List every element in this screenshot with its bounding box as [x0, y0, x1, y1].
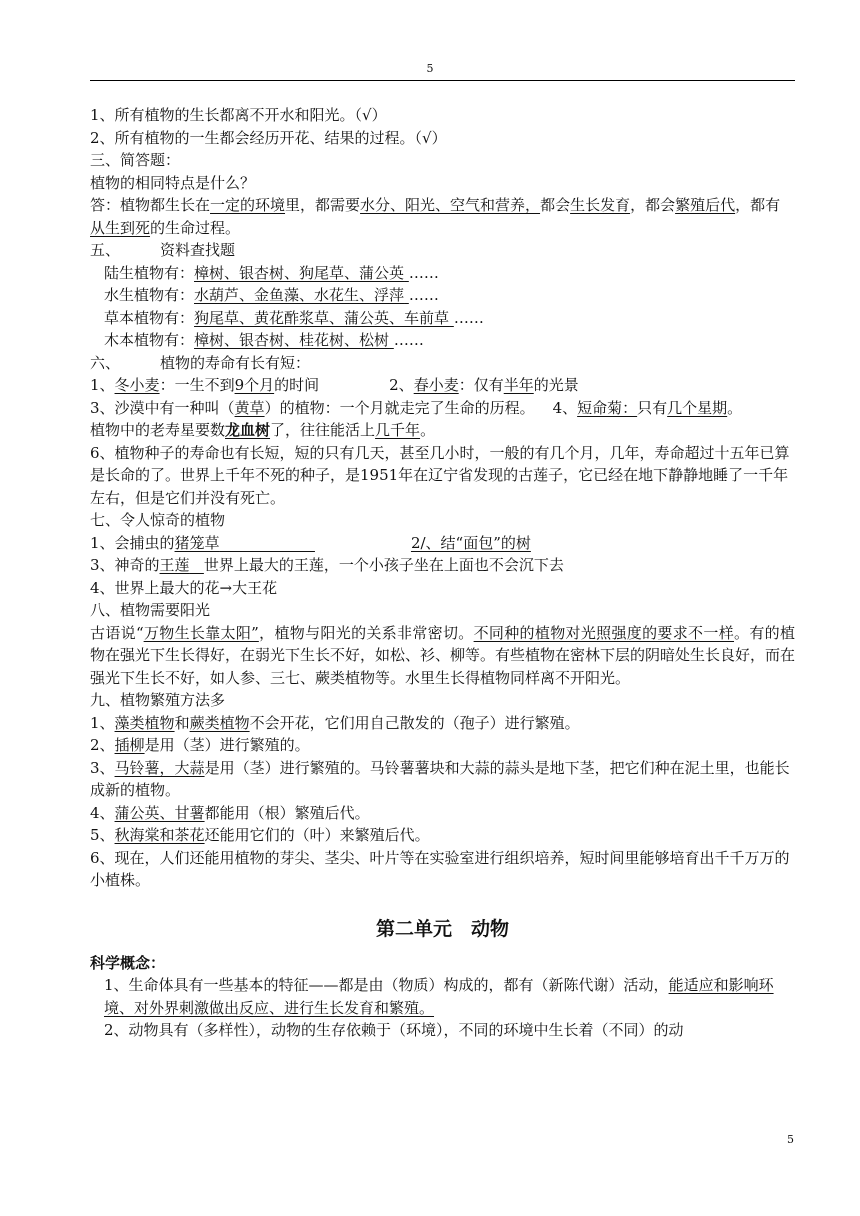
- question: 植物的相同特点是什么？: [90, 173, 256, 192]
- reproduction-line-2: 2、插柳是用（茎）进行繁殖的。: [90, 736, 310, 754]
- reproduction-line-3: 3、马铃薯，大蒜是用（茎）进行繁殖的。马铃薯薯块和大蒜的蒜头是地下茎，把它们种在泥土里，也能长成新的植物。: [90, 758, 790, 799]
- reproduction-line-5: 5、秋海棠和茶花还能用它们的（叶）来繁殖后代。: [90, 826, 430, 844]
- header-page-number: 5: [426, 62, 434, 75]
- section-7-heading: 七、令人惊奇的植物: [90, 511, 226, 529]
- reproduction-line-6: 6、现在，人们还能用植物的芽尖、茎尖、叶片等在实验室进行组织培养，短时间里能够培育出千千万万的小植株。: [90, 848, 790, 889]
- footer-page-number: 5: [787, 1133, 794, 1146]
- lifespan-line-3: 3、沙漠中有一种叫（黄草）的植物：一个月就走完了生命的历程。 4、短命菊：只有几个星期。: [90, 398, 743, 417]
- tf-item-1: 1、所有植物的生长都离不开水和阳光。（√）: [90, 106, 387, 124]
- section-9-heading: 九、植物繁殖方法多: [90, 691, 226, 709]
- land-plants-line: 陆生植物有：樟树、银杏树、狗尾草、蒲公英 ……: [104, 263, 439, 282]
- herb-plants-line: 草本植物有：狗尾草、黄花酢浆草、蒲公英、车前草 ……: [104, 308, 484, 327]
- woody-plants-line: 木本植物有：樟树、银杏树、桂花树、松树 ……: [104, 331, 424, 349]
- tf-item-2: 2、所有植物的一生都会经历开花、结果的过程。（√）: [90, 128, 447, 147]
- longevity-line: 植物中的老寿星要数龙血树了，往往能活上几千年。: [90, 421, 436, 439]
- seed-lifespan-paragraph: 6、植物种子的寿命也有长短，短的只有几天，甚至几小时，一般的有几个月，几年，寿命超过十五年已算是长命的了。世界上千年不死的种子，是1951年在辽宁省发现的古莲子，它已经在地下静静地睡了一千年左右，但是它们并没有死亡。: [90, 443, 790, 507]
- section-5-heading: 五、 资料查找题: [90, 241, 236, 259]
- section-3-heading: 三、简答题：: [90, 151, 181, 169]
- amazing-plants-line-4: 4、世界上最大的花→大王花: [90, 578, 278, 597]
- section-6-heading: 六、 植物的寿命有长有短：: [90, 353, 311, 372]
- concept-item-1: 1、生命体具有一些基本的特征——都是由（物质）构成的，都有（新陈代谢）活动，能适应和影响环境、对外界刺激做出反应、进行生长发育和繁殖。: [104, 976, 774, 1017]
- header-rule: [90, 80, 795, 81]
- amazing-plants-line-3: 3、神奇的王莲 世界上最大的王莲，一个小孩子坐在上面也不会沉下去: [90, 556, 564, 574]
- water-plants-line: 水生植物有：水葫芦、金鱼藻、水花生、浮萍 ……: [104, 286, 439, 304]
- lifespan-line-1: 1、冬小麦：一生不到9个月的时间 2、春小麦：仅有半年的光景: [90, 376, 579, 394]
- reproduction-line-1: 1、藻类植物和蕨类植物不会开花，它们用自己散发的（孢子）进行繁殖。: [90, 713, 580, 732]
- reproduction-line-4: 4、蒲公英、甘薯都能用（根）繁殖后代。: [90, 803, 370, 822]
- concept-label: 科学概念：: [90, 953, 166, 972]
- amazing-plants-line-1: 1、会捕虫的猪笼草 2/、结“面包”的树: [90, 533, 531, 552]
- document-body: [90, 104, 795, 1042]
- unit-title: 第二单元 动物: [375, 917, 509, 940]
- section-8-heading: 八、植物需要阳光: [90, 601, 211, 619]
- answer-paragraph: 答：植物都生长在一定的环境里，都需要水分、阳光、空气和营养，都会生长发育，都会繁殖后代，都有从生到死的生命过程。: [90, 196, 781, 237]
- sunlight-paragraph: 古语说“万物生长靠太阳”，植物与阳光的关系非常密切。不同种的植物对光照强度的要求不一样。有的植物在强光下生长得好，在弱光下生长不好，如松、衫、柳等。有些植物在密林下层的阴暗处生长良好，而在强光下生长不好，如人参、三七、蕨类植物等。水里生长得植物同样离不开阳光。: [90, 623, 796, 687]
- concept-item-2: 2、动物具有（多样性），动物的生存依赖于（环境），不同的环境中生长着（不同）的动: [104, 1021, 684, 1039]
